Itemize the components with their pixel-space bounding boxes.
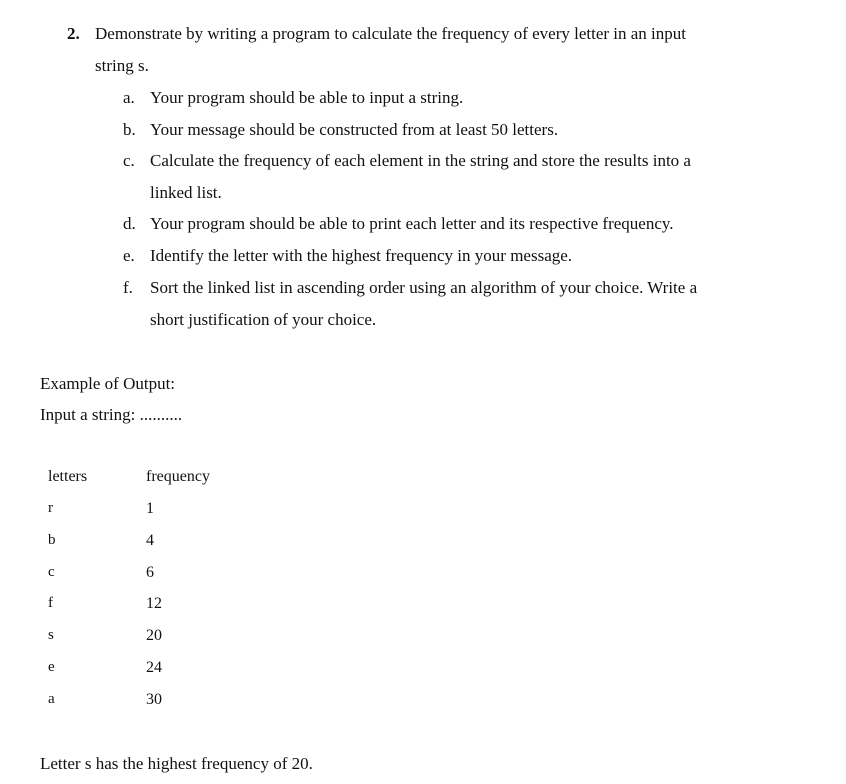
question-number: 2. bbox=[67, 24, 80, 43]
item-e-text: Identify the letter with the highest frequency in your message. bbox=[150, 246, 573, 265]
item-f-text-line1: Sort the linked list in ascending order using an algorithm of your choice. Write a bbox=[150, 278, 698, 297]
item-d-text: Your program should be able to print each letter and its respective frequency. bbox=[150, 214, 674, 233]
item-e-marker: e. bbox=[123, 246, 135, 265]
input-prompt: Input a string: .......... bbox=[40, 405, 183, 424]
item-c-text-line1: Calculate the frequency of each element in the string and store the results into a bbox=[150, 151, 691, 170]
item-d-marker: d. bbox=[123, 214, 136, 233]
table-row-frequency: 4 bbox=[146, 532, 154, 549]
table-row-letter: a bbox=[48, 691, 55, 707]
table-row-frequency: 30 bbox=[146, 691, 162, 708]
conclusion-text: Letter s has the highest frequency of 20. bbox=[40, 754, 313, 773]
item-a-text: Your program should be able to input a string. bbox=[150, 88, 464, 107]
table-row-frequency: 1 bbox=[146, 500, 154, 517]
table-row-frequency: 20 bbox=[146, 627, 162, 644]
item-a-marker: a. bbox=[123, 88, 135, 107]
item-b-marker: b. bbox=[123, 120, 136, 139]
table-row-frequency: 12 bbox=[146, 595, 162, 612]
table-row-letter: e bbox=[48, 659, 55, 675]
table-row-letter: c bbox=[48, 564, 55, 580]
table-row-frequency: 6 bbox=[146, 564, 154, 581]
example-heading: Example of Output: bbox=[40, 374, 176, 393]
item-f-marker: f. bbox=[123, 278, 133, 297]
item-c-marker: c. bbox=[123, 151, 135, 170]
question-text-line2: string s. bbox=[95, 56, 149, 75]
table-row-letter: b bbox=[48, 532, 56, 548]
table-row-letter: s bbox=[48, 627, 54, 643]
item-f-text-line2: short justification of your choice. bbox=[150, 310, 377, 329]
item-c-text-line2: linked list. bbox=[150, 183, 222, 202]
question-text-line1: Demonstrate by writing a program to calculate the frequency of every letter in an input bbox=[95, 24, 686, 43]
table-row-letter: f bbox=[48, 595, 53, 611]
item-b-text: Your message should be constructed from at least 50 letters. bbox=[150, 120, 559, 139]
table-header-letters: letters bbox=[48, 468, 88, 485]
table-row-letter: r bbox=[48, 500, 53, 516]
table-row-frequency: 24 bbox=[146, 659, 162, 676]
table-header-frequency: frequency bbox=[146, 468, 210, 485]
